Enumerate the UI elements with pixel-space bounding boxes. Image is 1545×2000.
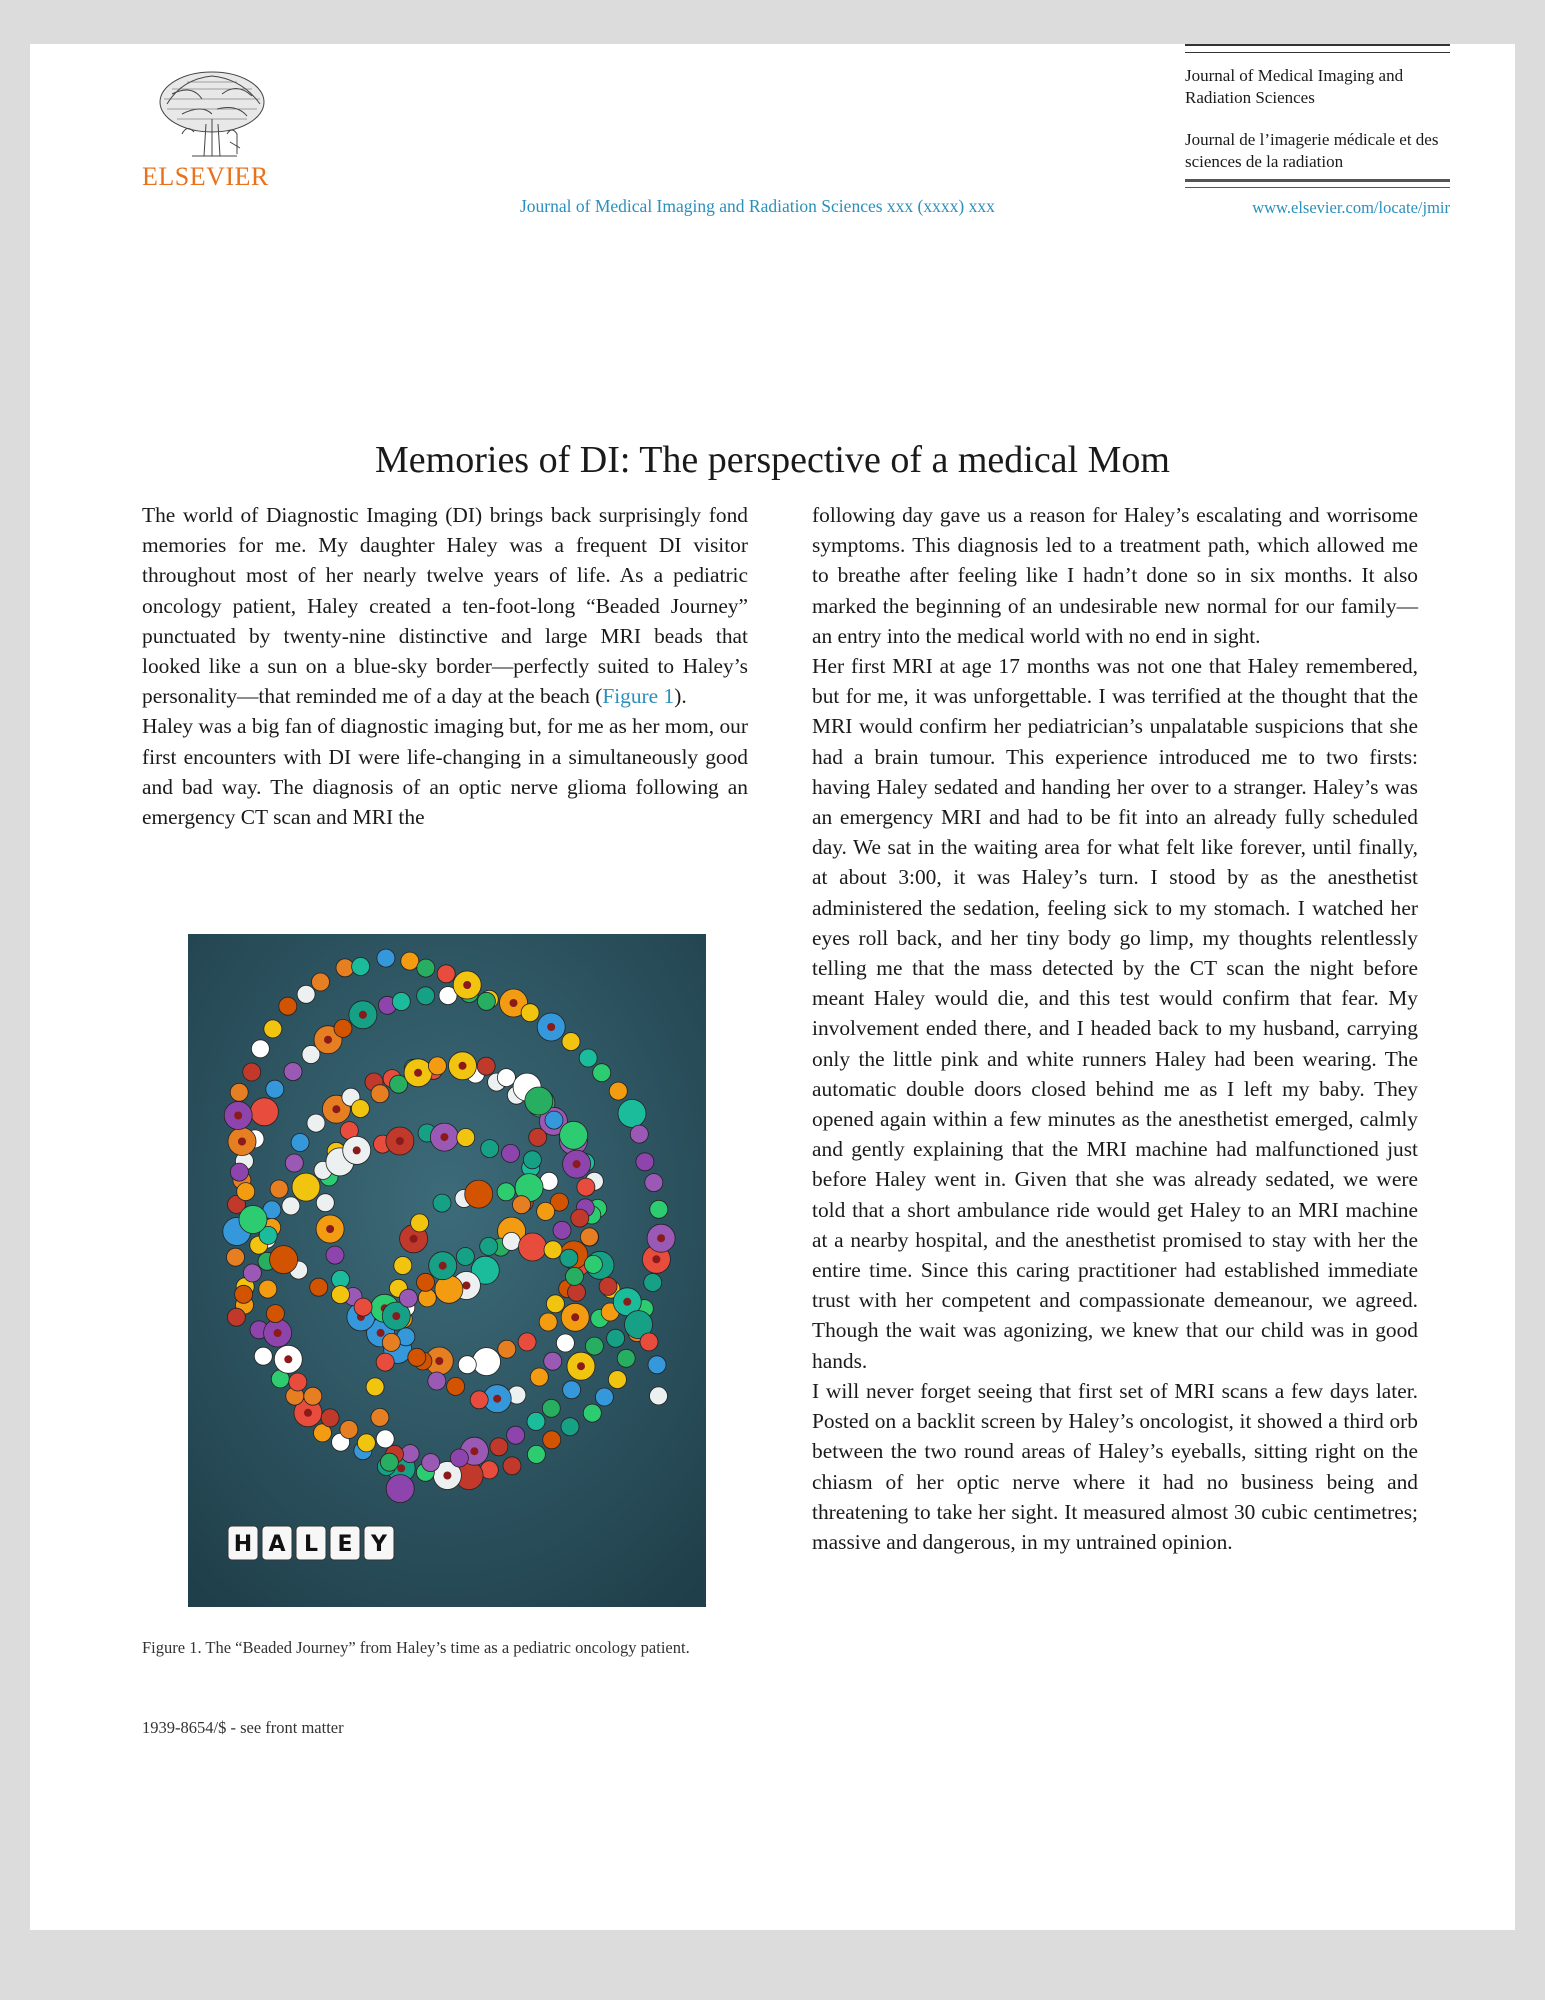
bead — [340, 1421, 358, 1439]
issn-footer: 1939-8654/$ - see front matter — [142, 1718, 344, 1737]
bead-center — [274, 1329, 282, 1337]
bead — [630, 1125, 648, 1143]
letter-bead-text: Y — [371, 1532, 387, 1557]
bead — [312, 973, 330, 991]
left-column — [142, 500, 748, 832]
bead — [566, 1267, 584, 1285]
paragraph: following day gave us a reason for Haley’s escalating and worrisome symptoms. This diagnosis led to a treatment path, which allowed me to breathe after feeling like I hadn’t done so in six months. It also marked the beginning of an undesirable new normal for our family—an entry into the medical world with no end in sight. — [812, 503, 1418, 648]
figure-caption: Figure 1. The “Beaded Journey” from Haley’s time as a pediatric oncology patient. — [142, 1638, 690, 1657]
bead — [326, 1246, 344, 1264]
bead — [544, 1241, 562, 1259]
bead — [519, 1233, 547, 1261]
bead — [377, 949, 395, 967]
bead-center — [284, 1355, 292, 1363]
bead — [556, 1334, 574, 1352]
bead — [503, 1457, 521, 1475]
badge-top-rule — [1185, 44, 1450, 53]
figure-1-image — [188, 934, 706, 1607]
bead — [251, 1040, 269, 1058]
bead — [480, 1237, 498, 1255]
haley-name-beads — [228, 1526, 394, 1560]
bead — [417, 959, 435, 977]
bead — [254, 1347, 272, 1365]
bead-center — [623, 1298, 631, 1306]
right-column — [812, 500, 1418, 1557]
bead — [437, 965, 455, 983]
bead — [543, 1431, 561, 1449]
bead — [230, 1083, 248, 1101]
journal-citation[interactable]: Journal of Medical Imaging and Radiation Sciences xxx (xxxx) xxx — [520, 196, 995, 216]
bead — [310, 1278, 328, 1296]
bead — [507, 1426, 525, 1444]
bead — [392, 993, 410, 1011]
bead-center — [396, 1137, 404, 1145]
bead — [401, 952, 419, 970]
bead — [502, 1144, 520, 1162]
bead — [282, 1197, 300, 1215]
bead — [607, 1329, 625, 1347]
letter-bead-text: H — [233, 1532, 253, 1557]
bead — [284, 1063, 302, 1081]
bead — [270, 1246, 298, 1274]
article-page — [30, 44, 1515, 1930]
journal-name-en: Journal of Medical Imaging and Radiation Sciences — [1185, 66, 1404, 107]
bead — [250, 1098, 278, 1126]
bead — [235, 1285, 253, 1303]
bead — [357, 1434, 375, 1452]
bead — [237, 1183, 255, 1201]
bead — [542, 1399, 560, 1417]
bead — [264, 1020, 282, 1038]
bead — [243, 1264, 261, 1282]
bead — [354, 1298, 372, 1316]
bead — [521, 1004, 539, 1022]
bead — [595, 1388, 613, 1406]
paragraph — [142, 500, 748, 711]
bead — [458, 1356, 476, 1374]
bead — [580, 1228, 598, 1246]
bead — [477, 992, 495, 1010]
bead — [609, 1082, 627, 1100]
bead-center — [657, 1234, 665, 1242]
paragraph-text: ). — [674, 684, 687, 709]
bead — [307, 1114, 325, 1132]
bead — [481, 1140, 499, 1158]
bead-center — [459, 1062, 467, 1070]
bead — [648, 1356, 666, 1374]
bead — [386, 1475, 414, 1503]
bead — [545, 1111, 563, 1129]
paragraph: Her first MRI at age 17 months was not one that Haley remembered, but for me, it was unforgettable. I was terrified at the thought that the MRI would confirm her pediatrician’s unpalatable suspicions that she had a brain tumour. This experience introduced me to two firsts: having Haley sedated and handing her over to a stranger. Haley’s was an emergency MRI and had to be fit into an already fully scheduled day. We sat in the waiting area for what felt like forever, until finally, at about 3:00, it was Haley’s turn. I stood by as the anesthetist administered the sedation, feeling sick to my stomach. I watched her eyes roll back, and her tiny body go limp, my thoughts relentlessly telling me that the mass detected by the CT scan the night before meant Haley would die, and this test would confirm that fear. My involvement ended there, and I headed back to my husband, carrying only the little pink and white runners Haley had been wearing. The automatic double doors closed behind me as I left my baby. They opened again within a few minutes as the anesthetist emerged, calmly and gently explaining that the MRI machine had malfunctioned just before Haley went in. Given that she was already sedated, we were told that a short ambulance ride would get Haley to an MRI machine at a nearby hospital, and the anesthetist promised to stay with her the entire time. Since this caring practitioner had established immediate trust with her competent and compassionate demeanour, we agreed. Though the wait was agonizing, we knew that our child was in good hands. — [812, 654, 1418, 1373]
figure-1-link[interactable]: Figure 1 — [602, 684, 675, 709]
bead — [527, 1412, 545, 1430]
journal-badge — [1185, 44, 1450, 218]
bead — [617, 1349, 635, 1367]
bead — [477, 1057, 495, 1075]
bead — [497, 1183, 515, 1201]
bead-center — [410, 1235, 418, 1243]
bead — [636, 1153, 654, 1171]
bead — [645, 1174, 663, 1192]
bead — [239, 1206, 267, 1234]
badge-bottom-rule — [1185, 179, 1450, 188]
bead — [583, 1404, 601, 1422]
bead — [382, 1333, 400, 1351]
bead — [618, 1099, 646, 1127]
bead — [560, 1249, 578, 1267]
bead — [297, 985, 315, 1003]
bead — [473, 1348, 501, 1376]
bead — [640, 1333, 658, 1351]
bead — [266, 1305, 284, 1323]
bead-center — [462, 1282, 470, 1290]
bead — [291, 1134, 309, 1152]
publisher-name: ELSEVIER — [142, 162, 269, 191]
letter-bead-text: L — [303, 1532, 319, 1557]
bead — [428, 1372, 446, 1390]
bead-center — [493, 1395, 501, 1403]
paragraph: I will never forget seeing that first set of MRI scans a few days later. Posted on a backlit screen by Haley’s oncologist, it showed a third orb between the two round areas of Haley’s eyeballs, sitting right on the chiasm of her optic nerve where it had no business being and threatening to take her sight. It measured almost 30 cubic centimetres; massive and dangerous, in my untrained opinion. — [812, 1378, 1418, 1554]
article-title: Memories of DI: The perspective of a medical Mom — [375, 439, 1170, 482]
bead — [243, 1063, 261, 1081]
bead — [279, 997, 297, 1015]
elsevier-logo — [142, 64, 294, 192]
bead — [523, 1151, 541, 1169]
bead — [418, 1289, 436, 1307]
bead-center — [332, 1105, 340, 1113]
bead-center — [326, 1225, 334, 1233]
bead — [227, 1308, 245, 1326]
bead — [332, 1286, 350, 1304]
bead — [546, 1295, 564, 1313]
bead — [498, 1340, 516, 1358]
bead — [539, 1313, 557, 1331]
bead — [593, 1064, 611, 1082]
bead — [316, 1194, 334, 1212]
paragraph-text: The world of Diagnostic Imaging (DI) brings back surprisingly fond memories for me. My daughter Haley was a frequent DI visitor throughout most of her nearly twelve years of life. As a pediatric oncology patient, Haley created a ten-foot-long “Beaded Journey” punctuated by twenty-nine distinctive and large MRI beads that looked like a sun on a blue-sky border—perfectly suited to Haley’s personality—that reminded me of a day at the beach ( — [142, 503, 748, 709]
bead-center — [397, 1464, 405, 1472]
bead — [563, 1381, 581, 1399]
bead — [259, 1280, 277, 1298]
bead-center — [359, 1011, 367, 1019]
bead — [352, 958, 370, 976]
bead — [289, 1373, 307, 1391]
bead — [502, 1232, 520, 1250]
bead-center — [324, 1036, 332, 1044]
bead — [537, 1202, 555, 1220]
journal-name-fr: Journal de l’imagerie médicale et des sciences de la radiation — [1185, 130, 1439, 171]
bead — [334, 1019, 352, 1037]
bead-center — [440, 1133, 448, 1141]
bead-center — [435, 1357, 443, 1365]
bead — [529, 1128, 547, 1146]
bead — [562, 1033, 580, 1051]
bead — [456, 1248, 474, 1266]
bead — [447, 1377, 465, 1395]
bead — [394, 1257, 412, 1275]
bead — [584, 1255, 602, 1273]
bead-center — [234, 1112, 242, 1120]
bead — [292, 1173, 320, 1201]
bead-center — [510, 999, 518, 1007]
bead — [579, 1049, 597, 1067]
bead — [371, 1085, 389, 1103]
bead — [568, 1283, 586, 1301]
bead — [227, 1248, 245, 1266]
bead — [470, 1391, 488, 1409]
letter-bead-text: A — [268, 1532, 286, 1557]
bead-center — [377, 1329, 385, 1337]
bead-center — [547, 1023, 555, 1031]
bead-center — [392, 1312, 400, 1320]
bead — [644, 1274, 662, 1292]
bead-center — [573, 1160, 581, 1168]
bead — [304, 1387, 322, 1405]
bead — [530, 1368, 548, 1386]
bead — [351, 1100, 369, 1118]
bead — [560, 1121, 588, 1149]
bead — [544, 1352, 562, 1370]
bead-center — [304, 1409, 312, 1417]
bead — [650, 1200, 668, 1218]
bead — [376, 1430, 394, 1448]
bead — [433, 1194, 451, 1212]
bead — [527, 1445, 545, 1463]
bead — [376, 1353, 394, 1371]
bead — [497, 1069, 515, 1087]
bead — [553, 1221, 571, 1239]
bead — [399, 1289, 417, 1307]
bead-center — [571, 1313, 579, 1321]
bead — [608, 1371, 626, 1389]
paragraph: Haley was a big fan of diagnostic imaging but, for me as her mom, our first encounters with DI were life-changing in a simultaneously good and bad way. The diagnosis of an optic nerve glioma following an emergency CT scan and MRI the — [142, 714, 748, 830]
bead — [450, 1449, 468, 1467]
bead — [230, 1163, 248, 1181]
bead-center — [652, 1255, 660, 1263]
bead — [599, 1277, 617, 1295]
bead — [266, 1080, 284, 1098]
bead — [561, 1418, 579, 1436]
bead — [585, 1337, 603, 1355]
bead — [285, 1154, 303, 1172]
bead — [457, 1129, 475, 1147]
bead — [417, 1273, 435, 1291]
bead-center — [238, 1138, 246, 1146]
bead — [366, 1378, 384, 1396]
bead — [525, 1087, 553, 1115]
bead — [417, 987, 435, 1005]
bead — [513, 1196, 531, 1214]
bead-center — [470, 1447, 478, 1455]
bead-necklace-photo — [188, 934, 706, 1607]
bead — [380, 1453, 398, 1471]
bead — [465, 1180, 493, 1208]
journal-url-link[interactable]: www.elsevier.com/locate/jmir — [1252, 198, 1450, 217]
bead — [371, 1408, 389, 1426]
bead — [571, 1209, 589, 1227]
bead-center — [577, 1362, 585, 1370]
bead — [577, 1178, 595, 1196]
bead — [428, 1057, 446, 1075]
bead — [650, 1387, 668, 1405]
bead — [408, 1348, 426, 1366]
bead-center — [443, 1472, 451, 1480]
letter-bead-text: E — [337, 1532, 353, 1557]
bead — [490, 1438, 508, 1456]
elsevier-tree-icon — [142, 64, 282, 166]
bead-center — [414, 1069, 422, 1077]
bead — [422, 1454, 440, 1472]
bead — [518, 1333, 536, 1351]
bead-center — [463, 981, 471, 989]
bead-center — [439, 1262, 447, 1270]
bead — [321, 1409, 339, 1427]
bead-center — [353, 1146, 361, 1154]
bead — [411, 1214, 429, 1232]
bead — [270, 1180, 288, 1198]
